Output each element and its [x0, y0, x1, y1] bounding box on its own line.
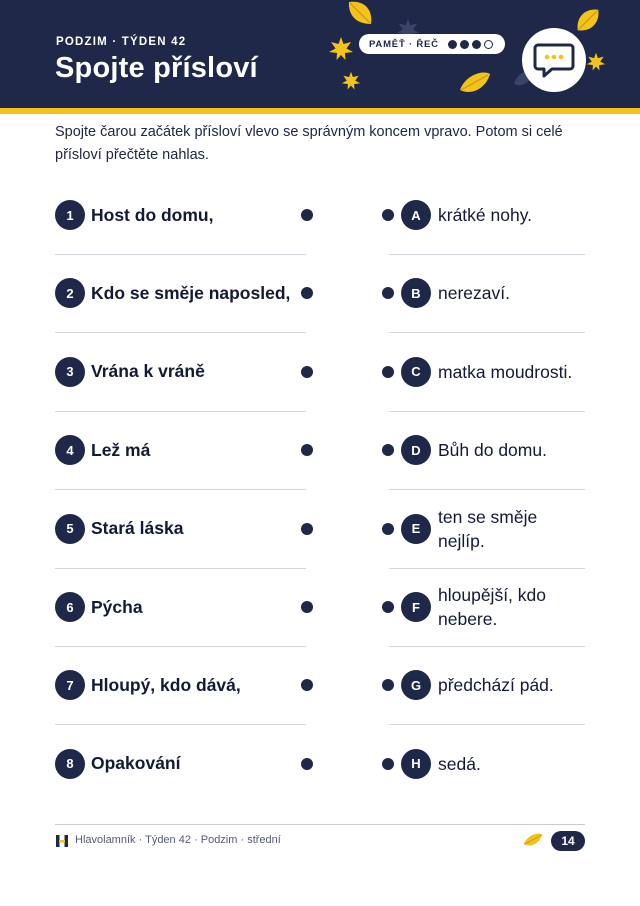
right-connector-dot[interactable]	[382, 209, 394, 221]
difficulty-indicator	[448, 40, 493, 49]
right-connector-dot[interactable]	[382, 366, 394, 378]
left-number-badge: 4	[55, 435, 85, 465]
page-title: Spojte přísloví	[55, 52, 258, 84]
header-accent-stripe	[0, 108, 640, 114]
difficulty-dot	[472, 40, 481, 49]
right-letter-badge: C	[401, 357, 431, 387]
proverb-row	[0, 176, 640, 254]
right-letter-badge: G	[401, 670, 431, 700]
left-connector-dot[interactable]	[301, 287, 313, 299]
right-connector-dot[interactable]	[382, 287, 394, 299]
proverb-end: krátké nohy.	[438, 205, 533, 225]
proverb-end: Bůh do domu.	[438, 440, 547, 461]
proverb-row	[0, 411, 640, 489]
proverb-start: Pýcha	[91, 596, 143, 617]
leaf-icon	[345, 0, 375, 28]
left-number-badge: 8	[55, 749, 85, 779]
difficulty-dot	[448, 40, 457, 49]
proverb-start: Hloupý, kdo dává,	[91, 674, 241, 695]
footer-divider	[55, 824, 585, 825]
maple-leaf-icon	[341, 71, 361, 91]
proverb-start: Lež má	[91, 439, 151, 460]
left-connector-dot[interactable]	[301, 366, 313, 378]
proverb-row	[0, 568, 640, 646]
right-letter-badge: H	[401, 749, 431, 779]
proverb-start: Kdo se směje naposled,	[91, 282, 291, 303]
left-connector-dot[interactable]	[301, 523, 313, 535]
proverb-start: Host do domu,	[91, 204, 214, 225]
right-connector-dot[interactable]	[382, 601, 394, 613]
left-number-badge: 1	[55, 200, 85, 230]
proverb-row	[0, 646, 640, 724]
proverb-start: Stará láska	[91, 518, 184, 539]
left-connector-dot[interactable]	[301, 758, 313, 770]
page-number: 14	[551, 831, 585, 851]
difficulty-dot	[460, 40, 469, 49]
right-connector-dot[interactable]	[382, 679, 394, 691]
maple-leaf-icon	[328, 36, 354, 62]
left-connector-dot[interactable]	[301, 601, 313, 613]
left-number-badge: 7	[55, 670, 85, 700]
proverb-end: hloupější, kdo nebere.	[438, 585, 546, 629]
badge	[522, 28, 586, 92]
page-header	[0, 0, 640, 108]
difficulty-dot	[484, 40, 493, 49]
left-connector-dot[interactable]	[301, 679, 313, 691]
proverb-end: matka moudrosti.	[438, 361, 573, 382]
instructions: Spojte čarou začátek přísloví vlevo se správným koncem vpravo. Potom si celé přísloví přečtěte nahlas.	[55, 124, 563, 163]
skills-pill	[359, 34, 505, 54]
speech-bubble-icon	[522, 28, 586, 92]
logo-icon	[55, 834, 69, 848]
proverb-start: Opakování	[91, 753, 181, 774]
left-connector-dot[interactable]	[301, 444, 313, 456]
proverb-end: ten se směje nejlíp.	[438, 506, 538, 551]
left-connector-dot[interactable]	[301, 209, 313, 221]
right-letter-badge: F	[401, 592, 431, 622]
proverb-end: předchází pád.	[438, 675, 554, 696]
right-letter-badge: A	[401, 200, 431, 230]
left-number-badge: 3	[55, 357, 85, 387]
proverb-row	[0, 333, 640, 411]
maple-leaf-icon	[586, 52, 606, 72]
left-number-badge: 2	[55, 278, 85, 308]
right-connector-dot[interactable]	[382, 523, 394, 535]
skills-label: PAMĚŤ · ŘEČ	[369, 38, 439, 50]
right-letter-badge: D	[401, 435, 431, 465]
right-letter-badge: B	[401, 278, 431, 308]
proverb-row	[0, 254, 640, 332]
proverb-start: Vrána k vráně	[91, 361, 205, 382]
right-connector-dot[interactable]	[382, 444, 394, 456]
leaf-icon	[458, 70, 492, 96]
proverb-row	[0, 725, 640, 803]
left-number-badge: 6	[55, 592, 85, 622]
right-connector-dot[interactable]	[382, 758, 394, 770]
left-number-badge: 5	[55, 514, 85, 544]
footer-text: Hlavolamník · Týden 42 · Podzim · střední	[75, 834, 281, 846]
proverb-end: nerezaví.	[438, 283, 510, 304]
proverb-row	[0, 490, 640, 568]
proverb-end: sedá.	[438, 753, 481, 774]
season-week-label: PODZIM · TÝDEN 42	[56, 36, 187, 48]
leaf-icon	[522, 832, 544, 848]
right-letter-badge: E	[401, 514, 431, 544]
